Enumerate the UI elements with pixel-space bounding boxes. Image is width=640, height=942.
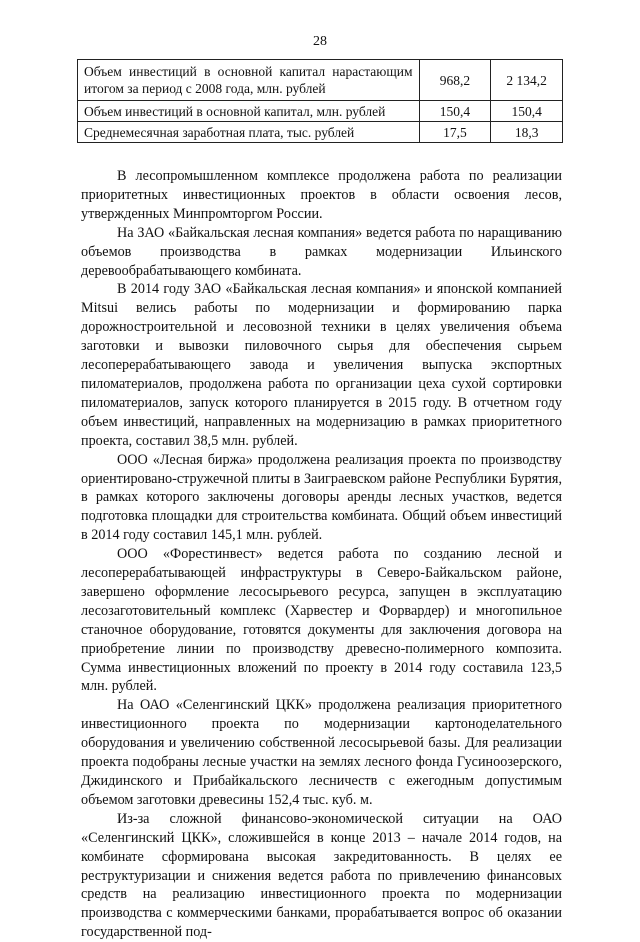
table-cell-value: 150,4: [491, 101, 563, 122]
page-number: 28: [313, 34, 327, 49]
paragraph: На ЗАО «Байкальская лесная компания» ведется работа по наращиванию объемов производства в рамках модернизации Ильинского деревообрабатывающего комбината.: [81, 224, 562, 279]
table-cell-value: 968,2: [419, 60, 491, 101]
paragraph: Из-за сложной финансово-экономической ситуации на ОАО «Селенгинский ЦКК», сложившейся в конце 2013 – начале 2014 годов, на комбинате сформирована высокая закредитованность. В целях ее реструктуризации и снижения ведется работа по привлечению финансовых средств на реализацию инвестиционного проекта по модернизации производства с коммерческими банками, прорабатывается вопрос об оказании государственной под-: [81, 810, 562, 941]
paragraph: На ОАО «Селенгинский ЦКК» продолжена реализация приоритетного инвестиционного проекта по модернизации картоноделательного оборудования и увеличению собственной лесосырьевой базы. Для реализации проекта подобраны лесные участки на землях лесного фонда Гусиноозерского, Джидинского и Прибайкальского лесничеств с ежегодным допустимым объемом заготовки древесины 152,4 тыс. куб. м.: [81, 697, 562, 808]
table-row: [78, 122, 563, 143]
paragraph: ООО «Форестинвест» ведется работа по созданию лесной и лесоперерабатывающей инфраструктуры в Северо-Байкальском районе, завершено оформление лесосырьевого ресурса, запущен в эксплуатацию лесозаготовительный комплекс (Харвестер и Форвардер) и многопильное станочное оборудование, готовятся документы для заключения договора на приобретение линии по производству древесно-полимерного композита. Сумма инвестиционных вложений по проекту в 2014 году составила 123,5 млн. рублей.: [81, 546, 562, 695]
paragraph: В 2014 году ЗАО «Байкальская лесная компания» и японской компанией Mitsui велись работы по модернизации и формированию парка дорожностроительной и лесовозной техники в целях увеличения объема заготовки и вывозки пиловочного сырья для обеспечения сырьем лесоперерабатывающего завода и увеличения выпуска экспортных пиломатериалов, продолжена работа по организации цеха сухой сортировки пиломатериалов, запуск которого планируется в 2015 году. В отчетном году объем инвестиций, направленных на модернизацию в рамках приоритетного проекта, составил 38,5 млн. рублей.: [81, 281, 562, 449]
table-cell-value: 2 134,2: [491, 60, 563, 101]
table-row: [78, 101, 563, 122]
paragraph: В лесопромышленном комплексе продолжена работа по реализации приоритетных инвестиционных проектов в области освоения лесов, утвержденных Минпромторгом России.: [81, 168, 562, 222]
paragraph: ООО «Лесная биржа» продолжена реализация проекта по производству ориентировано-стружечной плиты в Заиграевском районе Республики Бурятия, в рамках которого заключены договоры аренды лесных участков, ведется подготовка площадки для строительства комбината. Общий объем инвестиций в 2014 году составил 145,1 млн. рублей.: [81, 451, 562, 544]
table-cell-value: 17,5: [419, 122, 491, 143]
table-cell-label: Среднемесячная заработная плата, тыс. рублей: [78, 122, 420, 143]
table-cell-value: 150,4: [419, 101, 491, 122]
indicators-table: [77, 59, 563, 143]
body-text: [81, 167, 562, 942]
table-cell-value: 18,3: [491, 122, 563, 143]
table-row: [78, 60, 563, 101]
table-cell-label: Объем инвестиций в основной капитал, млн. рублей: [78, 101, 420, 122]
table-cell-label: Объем инвестиций в основной капитал нарастающим итогом за период с 2008 года, млн. рублей: [78, 60, 420, 101]
